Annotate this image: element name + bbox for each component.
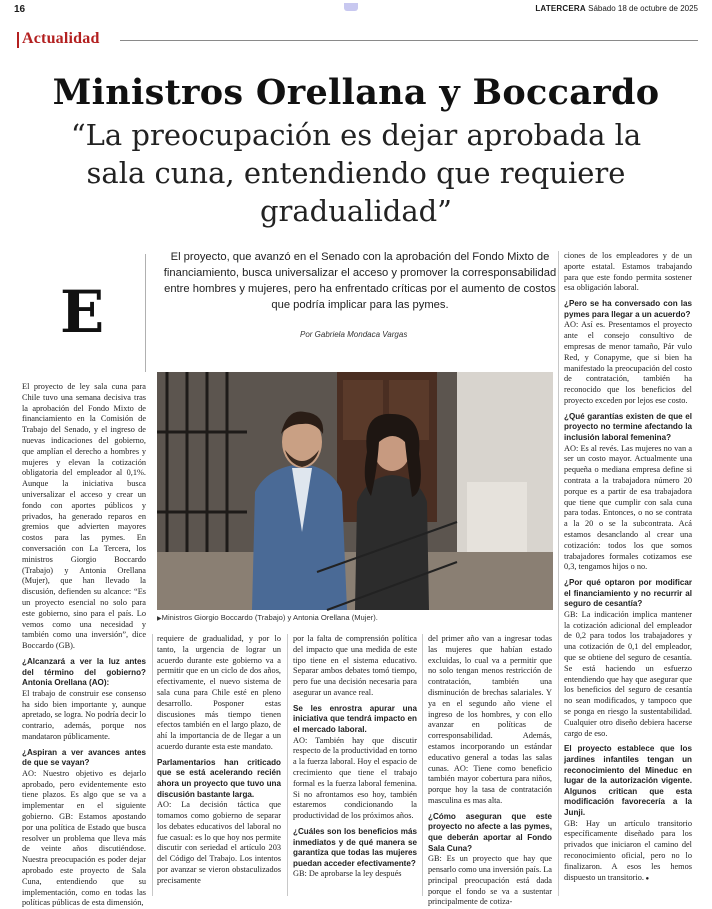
answer: AO: También hay que discutir respecto de la productividad en torno a la fuerza laboral. Hoy el espacio de crecimiento que tiene el trabajo formal es la fuerza laboral femenina. Si no afrontamos eso hoy, también estaremos condicionando la productividad de los próximos años. (293, 735, 417, 821)
headline: Ministros Orellana y Boccardo (52, 72, 660, 113)
question: ¿Cómo aseguran que este proyecto no afecte a las pymes, que deberán aportar al Fondo Sala Cuna? (428, 811, 552, 853)
ministers-photo (157, 372, 553, 610)
answer: AO: La decisión táctica que tomamos como gobierno de separar los debates educativos del laboral no fue casual: es lo que hoy nos permite discutir con seriedad el artículo 203 del Código del Trabajo. Los intentos por avanzar se vieron obstaculizados precisamente (157, 800, 281, 885)
answer: GB: Hay un artículo transitorio específicamente diseñado para los privados que iniciaron el camino del reconocimiento oficial, pero no lo finalizaron. A esos les hemos dispuesto un transitorio. ● (564, 819, 692, 885)
column-2 (157, 634, 281, 887)
question: ¿Alcanzará a ver la luz antes del término del gobierno? Antonia Orellana (AO): (22, 656, 146, 688)
column-1 (22, 382, 146, 909)
answer: AO: Así es. Presentamos el proyecto ante el consejo consultivo de empresas de menor tamaño, Pár vulo Red, y Conapyme, que si bien ha manifestado la preocupación del costo de contratación, también ha reconocido que los beneficios del proyecto exceden por lejos ese costo. (564, 320, 692, 405)
column-divider (152, 634, 153, 896)
paragraph: requiere de gradualidad, y por lo tanto, la urgencia de lograr un acuerdo durante este gobierno va a permitir que en un ciclo de dos años, efectivamente, el nuevo sistema de sala cuna para Chile esté en pleno desarrollo. Posponer estas discusiones más tiempo tienen efectos también en el largo plazo, de ahí la importancia de de llegar a un acuerdo durante esta este mandato. (157, 634, 281, 751)
photo-illustration (157, 372, 553, 610)
article-deck: El proyecto, que avanzó en el Senado con la aprobación del Fondo Mixto de financiamiento, busca universalizar el acceso y promover la corresponsabilidad entre hombres y mujeres, pero ha enfrentado críticas por el aumento de costos que podría implicar para las pymes. (163, 251, 557, 311)
page-header (14, 3, 698, 17)
byline: Por Gabriela Mondaca Vargas (300, 330, 408, 339)
page-number: 16 (14, 4, 26, 15)
question: ¿Aspiran a ver avances antes de que se vayan? (22, 747, 146, 768)
question: ¿Qué garantías existen de que el proyecto no termine afectando la inclusión laboral femenina? (564, 411, 692, 442)
column-divider (422, 634, 423, 896)
section-label: Actualidad (22, 30, 100, 47)
answer: GB: Es un proyecto que hay que pensarlo como una inversión país. La principal preocupación está dada porque el fondo se va a sustentar principalmente de cotiza- (428, 854, 552, 907)
intro-paragraph: El proyecto de ley sala cuna para Chile tuvo una semana decisiva tras la aprobación del Fondo Mixto de financiamiento en la Comisión de Trabajo del Senado, y el ingreso de nuevas indicaciones del gobierno, que amplían el derecho a hombres y mujeres y elevan la cotización obligatoria del empleador al 0,1%. Aunque la iniciativa busca universalizar el acceso y crear un fondo con aportes públicos y privados, ha generado reparos en gremios que advierten mayores costos para las pymes. En conversación con La Tercera, los ministros Giorgio Boccardo (Trabajo) y Antonia Orellana (Mujer), que han llevado la discusión, defienden su alcance: “Es un proyecto esencial no solo para este gobierno, sino para el país. Lo vemos como una necesidad y también como una inversión”, dice Boccardo (GB). (22, 382, 146, 651)
issue-date: Sábado 18 de octubre de 2025 (588, 4, 698, 13)
answer: AO: Es al revés. Las mujeres no van a ser un costo mayor. Actualmente una pequeña o mediana empresa define si contrata a la trabajadora número 20 porque es a partir de esa trabajadora que tiene que cumplir con sala cuna para todas. Entonces, o no se contrata a la 20 o se la subcontrata. Acá estamos desanclando al crear una cotización: todos los que somos trabajadores formales cotizamos ese 0,3, tengamos hijos o no. (564, 443, 692, 572)
answer: GB: La indicación implica mantener la cotización adicional del empleador de 0,2 para todos los trabajadores y una cotización de 0,1 del empleador, que se obtiene del seguro de cesantía. Se está haciendo un esfuerzo entendiendo que hay que asegurar que los beneficios del seguro de cesantía no sean modificados, y tampoco que se ponga en riesgo la sustentabilidad. Cualquier otro diseño debiera hacerse cargo de eso. (564, 609, 692, 738)
column-4 (428, 634, 552, 908)
answer: El trabajo de construir ese consenso ha sido bien importante y, aunque apretado, se logra. No podría decir lo contrario, además, porque nos mandataron públicamente. (22, 688, 146, 741)
column-divider (287, 634, 288, 896)
question: ¿Pero se ha conversado con las pymes para llegar a un acuerdo? (564, 299, 692, 319)
bookmark-tab[interactable] (344, 3, 358, 11)
question: Se les enrostra apurar una iniciativa que tendrá impacto en el mercado laboral. (293, 703, 417, 734)
section-rule (120, 40, 698, 41)
dropcap: E (60, 278, 105, 346)
question: El proyecto establece que los jardines infantiles tengan un reconocimiento del Mineduc en lugar de la autorización vigente. Algunos critican que esta modificación favorecería a la Junji. (564, 744, 692, 817)
answer: GB: De aprobarse la ley después (293, 869, 402, 879)
answer: AO: Nuestro objetivo es dejarlo aprobado, pero evidentemente esto tiene plazos. Es algo que se va a implementar en el siguiente gobierno. GB: Estamos apostando por una política de Estado que busca resolver un problema que lleva más de veinte años discutiéndose. Nuestra preocupación es poder dejar aprobado este proyecto de Sala Cuna, entendiendo que su implementación, como en todas las políticas públicas de esta dimensión, (22, 768, 146, 908)
masthead (535, 4, 698, 13)
question: ¿Cuáles son los beneficios más inmediatos y de qué manera se garantiza que todas las mujeres puedan acceder efectivamente? (293, 826, 417, 868)
column-divider (558, 251, 559, 896)
question: ¿Por qué optaron por modificar el financiamiento y no recurrir al seguro de cesantía? (564, 578, 692, 609)
paper-name: LATERCERA (535, 4, 586, 13)
photo-caption: ▶ Ministros Giorgio Boccardo (Trabajo) y Antonia Orellana (Mujer). (157, 613, 553, 622)
question: Parlamentarios han criticado que se está acelerando recién ahora un proyecto que tuvo una discusión bastante larga. (157, 757, 281, 799)
headline-quote: “La preocupación es dejar aprobada la sala cuna, entendiendo que requiere gradualidad” (70, 118, 642, 228)
column-3 (293, 634, 417, 880)
column-5 (564, 251, 692, 884)
dropcap-box (22, 254, 146, 372)
paragraph: ciones de los empleadores y de un aporte estatal. Estamos trabajando para que este fondo permita sostener esa obligación laboral. (564, 251, 692, 293)
paragraph: del primer año van a ingresar todas las mujeres que habían estado excluidas, lo cual va a permitir que no solo tengan menos restricción de contratación, también una disminución de brechas salariales. Y ya en el segundo año viene el ingreso de los hombres, y con ello avanzar en políticas de corresponsabilidad. Además, estamos incorporando un estándar educativo general a todas las salas cunas. AO: Tiene como beneficio también mayor cobertura para niños, porque hoy la tasa de contratación masculina es mas alta. (428, 634, 552, 805)
paragraph: por la falta de comprensión política del impacto que una medida de este tipo tiene en el sistema educativo. Separar ambos debates tomó tiempo, pero fue una decisión necesaria para asegurar un avance real. (293, 634, 417, 697)
